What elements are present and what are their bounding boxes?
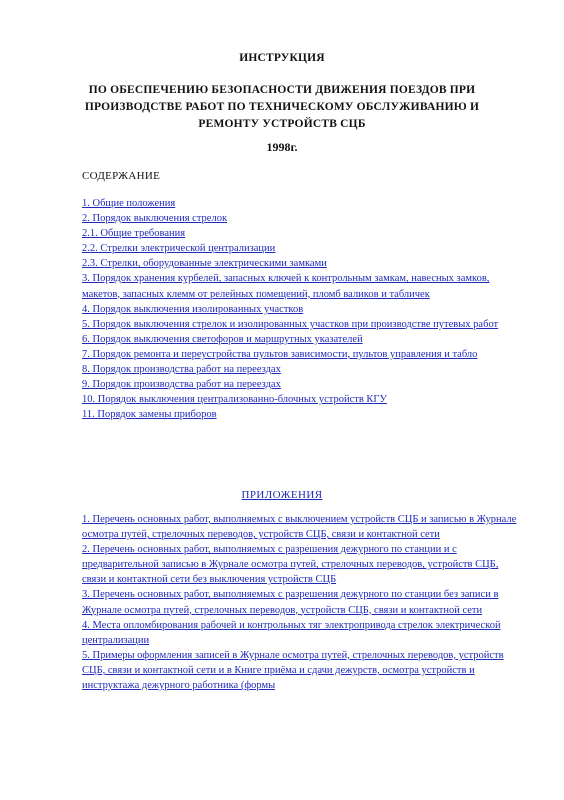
toc-link[interactable]: 6. Порядок выключения светофоров и маршрутных указателей: [82, 333, 363, 345]
contents-list: [82, 196, 522, 422]
toc-link[interactable]: 4. Порядок выключения изолированных участков: [82, 303, 304, 315]
toc-link[interactable]: 1. Общие положения: [82, 198, 176, 209]
list-item: [82, 302, 522, 317]
list-item: [82, 271, 522, 301]
appendices-heading-wrap: [60, 485, 504, 503]
toc-link[interactable]: 2. Порядок выключения стрелок: [82, 213, 228, 225]
list-item: [82, 407, 522, 422]
list-item: [82, 256, 522, 271]
list-item: [82, 362, 522, 377]
appendix-link[interactable]: 1. Перечень основных работ, выполняемых с выключением устройств СЦБ и записью в Журнале осмотра путей, стрелочных переводов, устройств СЦБ, связи и контактной сети: [82, 514, 517, 541]
list-item: [82, 542, 522, 587]
document-subtitle: ПО ОБЕСПЕЧЕНИЮ БЕЗОПАСНОСТИ ДВИЖЕНИЯ ПОЕЗДОВ ПРИ ПРОИЗВОДСТВЕ РАБОТ ПО ТЕХНИЧЕСКОМУ ОБСЛУЖИВАНИЮ И РЕМОНТУ УСТРОЙСТВ СЦБ: [84, 84, 480, 130]
list-item: [82, 211, 522, 226]
list-item: [82, 226, 522, 241]
appendix-link[interactable]: 2. Перечень основных работ, выполняемых с разрешения дежурного по станции и с предварительной записью в Журнале осмотра путей, стрелочных переводов, устройств СЦБ, связи и контактной сети без выключения устройств СЦБ: [82, 544, 499, 586]
toc-link[interactable]: 7. Порядок ремонта и переустройства пультов зависимости, пультов управления и табло: [82, 348, 478, 360]
appendices-list: [82, 512, 522, 693]
list-item: [82, 618, 522, 648]
list-item: [82, 377, 522, 392]
toc-link[interactable]: 2.2. Стрелки электрической централизации: [82, 243, 276, 255]
toc-link[interactable]: 2.3. Стрелки, оборудованные электрическими замками: [82, 258, 327, 270]
list-item: [82, 512, 522, 542]
appendix-link[interactable]: 5. Примеры оформления записей в Журнале осмотра путей, стрелочных переводов, устройств СЦБ, связи и контактной сети и в Книге приёма и сдачи дежурств, осмотра устройств и инструктажа дежурного работника (формы: [82, 649, 504, 692]
document-year: 1998г.: [266, 140, 298, 154]
list-item: [82, 347, 522, 362]
appendix-link[interactable]: 3. Перечень основных работ, выполняемых с разрешения дежурного по станции без записи в Журнале осмотра путей, стрелочных переводов, устройств СЦБ, связи и контактной сети: [82, 589, 499, 616]
appendices-heading-link[interactable]: ПРИЛОЖЕНИЯ: [241, 489, 323, 501]
list-item: [82, 332, 522, 347]
list-item: [82, 241, 522, 256]
toc-link[interactable]: 2.1. Общие требования: [82, 228, 186, 240]
contents-heading: СОДЕРЖАНИЕ: [82, 170, 161, 182]
toc-link[interactable]: 9. Порядок производства работ на переездах: [82, 379, 281, 391]
list-item: [82, 648, 522, 693]
toc-link[interactable]: 11. Порядок замены приборов: [82, 409, 217, 421]
toc-link[interactable]: 3. Порядок хранения курбелей, запасных ключей к контрольным замкам, навесных замков, макетов, запасных клемм от релейных помещений, пломб валиков и табличек: [82, 273, 490, 300]
appendix-link[interactable]: 4. Места опломбирования рабочей и контрольных тяг электропривода стрелок электрической централизации: [82, 619, 501, 646]
list-item: [82, 392, 522, 407]
list-item: [82, 317, 522, 332]
toc-link[interactable]: 10. Порядок выключения централизованно-блочных устройств КГУ: [82, 394, 387, 406]
document-title: ИНСТРУКЦИЯ: [239, 52, 325, 64]
list-item: [82, 587, 522, 617]
toc-link[interactable]: 5. Порядок выключения стрелок и изолированных участков при производстве путевых работ: [82, 318, 499, 330]
toc-link[interactable]: 8. Порядок производства работ на переездах: [82, 364, 281, 376]
list-item: [82, 196, 522, 211]
